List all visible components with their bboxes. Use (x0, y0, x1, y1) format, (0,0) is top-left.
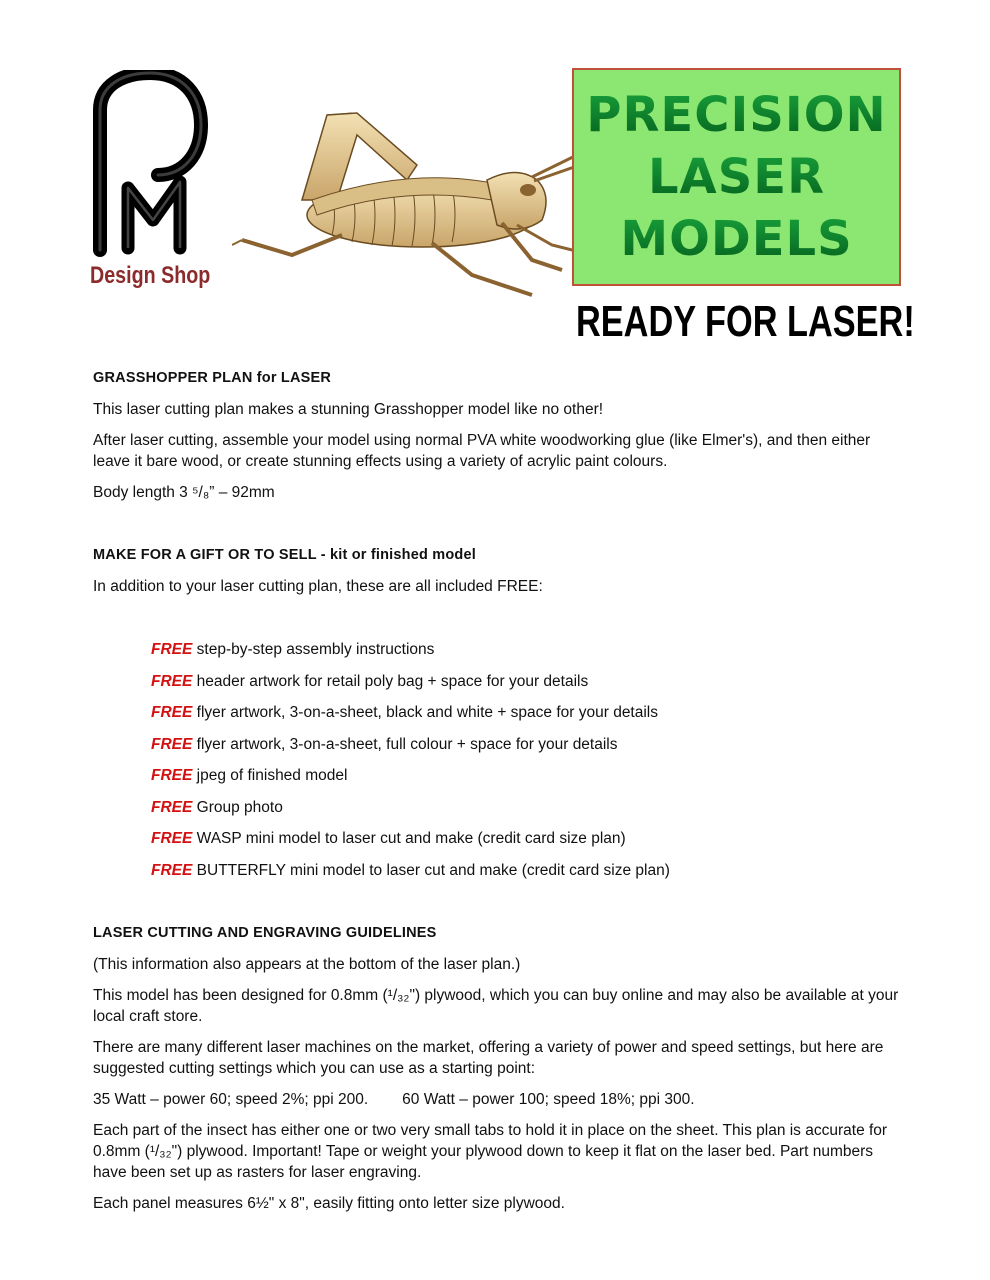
plywood-paragraph: This model has been designed for 0.8mm (¹/₃₂") plywood, which you can buy online and may also be available at your local craft store. (93, 987, 899, 1025)
logo-text: Design Shop (90, 262, 211, 289)
list-item (151, 860, 908, 881)
free-label: FREE (151, 767, 193, 784)
list-item (151, 702, 908, 723)
guidelines-note: (This information also appears at the bottom of the laser plan.) (93, 956, 521, 973)
setting-35w: 35 Watt – power 60; speed 2%; ppi 200. (93, 1091, 369, 1108)
free-label: FREE (151, 861, 193, 879)
free-label: FREE (151, 735, 193, 753)
free-label: FREE (151, 830, 193, 847)
tabs-paragraph: Each part of the insect has either one or two very small tabs to hold it in place on the sheet. This plan is accurate for 0.8mm (¹/₃₂") plywood. Important! Tape or weight your plywood down to keep it flat on the laser bed. Part numbers have been set up as rasters for laser engraving. (93, 1122, 888, 1181)
panel-size-paragraph: Each panel measures 6½" x 8", easily fitting onto letter size plywood. (93, 1195, 565, 1212)
setting-60w: 60 Watt – power 100; speed 18%; ppi 300. (402, 1091, 695, 1108)
free-item-text: flyer artwork, 3-on-a-sheet, black and white + space for your details (196, 704, 659, 721)
list-item (151, 828, 908, 849)
document-body (93, 368, 908, 1224)
list-item (151, 671, 908, 692)
body-length: Body length 3 ⁵/₈” – 92mm (93, 484, 275, 501)
free-item-text: WASP mini model to laser cut and make (credit card size plan) (196, 830, 626, 847)
list-item (151, 765, 908, 786)
banner-line-3: MODELS (620, 208, 852, 270)
precision-laser-models-banner (572, 68, 901, 286)
section-heading-grasshopper: GRASSHOPPER PLAN for LASER (93, 370, 332, 386)
free-item-text: BUTTERFLY mini model to laser cut and make (credit card size plan) (196, 861, 670, 879)
list-item (151, 639, 908, 660)
section-heading-guidelines: LASER CUTTING AND ENGRAVING GUIDELINES (93, 925, 437, 941)
settings-line (93, 1089, 908, 1110)
free-items-list (93, 639, 908, 881)
free-item-text: Group photo (196, 798, 283, 816)
free-label: FREE (151, 798, 193, 816)
pm-logo-mark (88, 70, 213, 260)
intro-paragraph: This laser cutting plan makes a stunning Grasshopper model like no other! (93, 401, 604, 418)
machines-paragraph: There are many different laser machines on the market, offering a variety of power and speed settings, but here are suggested cutting settings which you can use as a starting point: (93, 1039, 884, 1077)
free-item-text: jpeg of finished model (196, 767, 348, 784)
section-heading-gift: MAKE FOR A GIFT OR TO SELL - kit or finished model (93, 547, 476, 563)
grasshopper-image (232, 105, 627, 305)
assembly-paragraph: After laser cutting, assemble your model using normal PVA white woodworking glue (like Elmer's), and then either leave it bare wood, or create stunning effects using a variety of acrylic paint colours. (93, 432, 871, 470)
free-item-text: header artwork for retail poly bag + space for your details (196, 672, 589, 690)
ready-for-laser-text: READY FOR LASER! (576, 297, 915, 346)
free-item-text: step-by-step assembly instructions (196, 641, 435, 658)
list-item (151, 734, 908, 755)
banner-line-1: PRECISION (586, 84, 886, 146)
list-item (151, 797, 908, 818)
free-item-text: flyer artwork, 3-on-a-sheet, full colour + space for your details (196, 735, 618, 753)
logo (88, 70, 213, 295)
included-intro: In addition to your laser cutting plan, these are all included FREE: (93, 578, 543, 595)
banner-line-2: LASER (648, 146, 825, 208)
free-label: FREE (151, 641, 193, 658)
free-label: FREE (151, 672, 193, 690)
free-label: FREE (151, 704, 193, 721)
